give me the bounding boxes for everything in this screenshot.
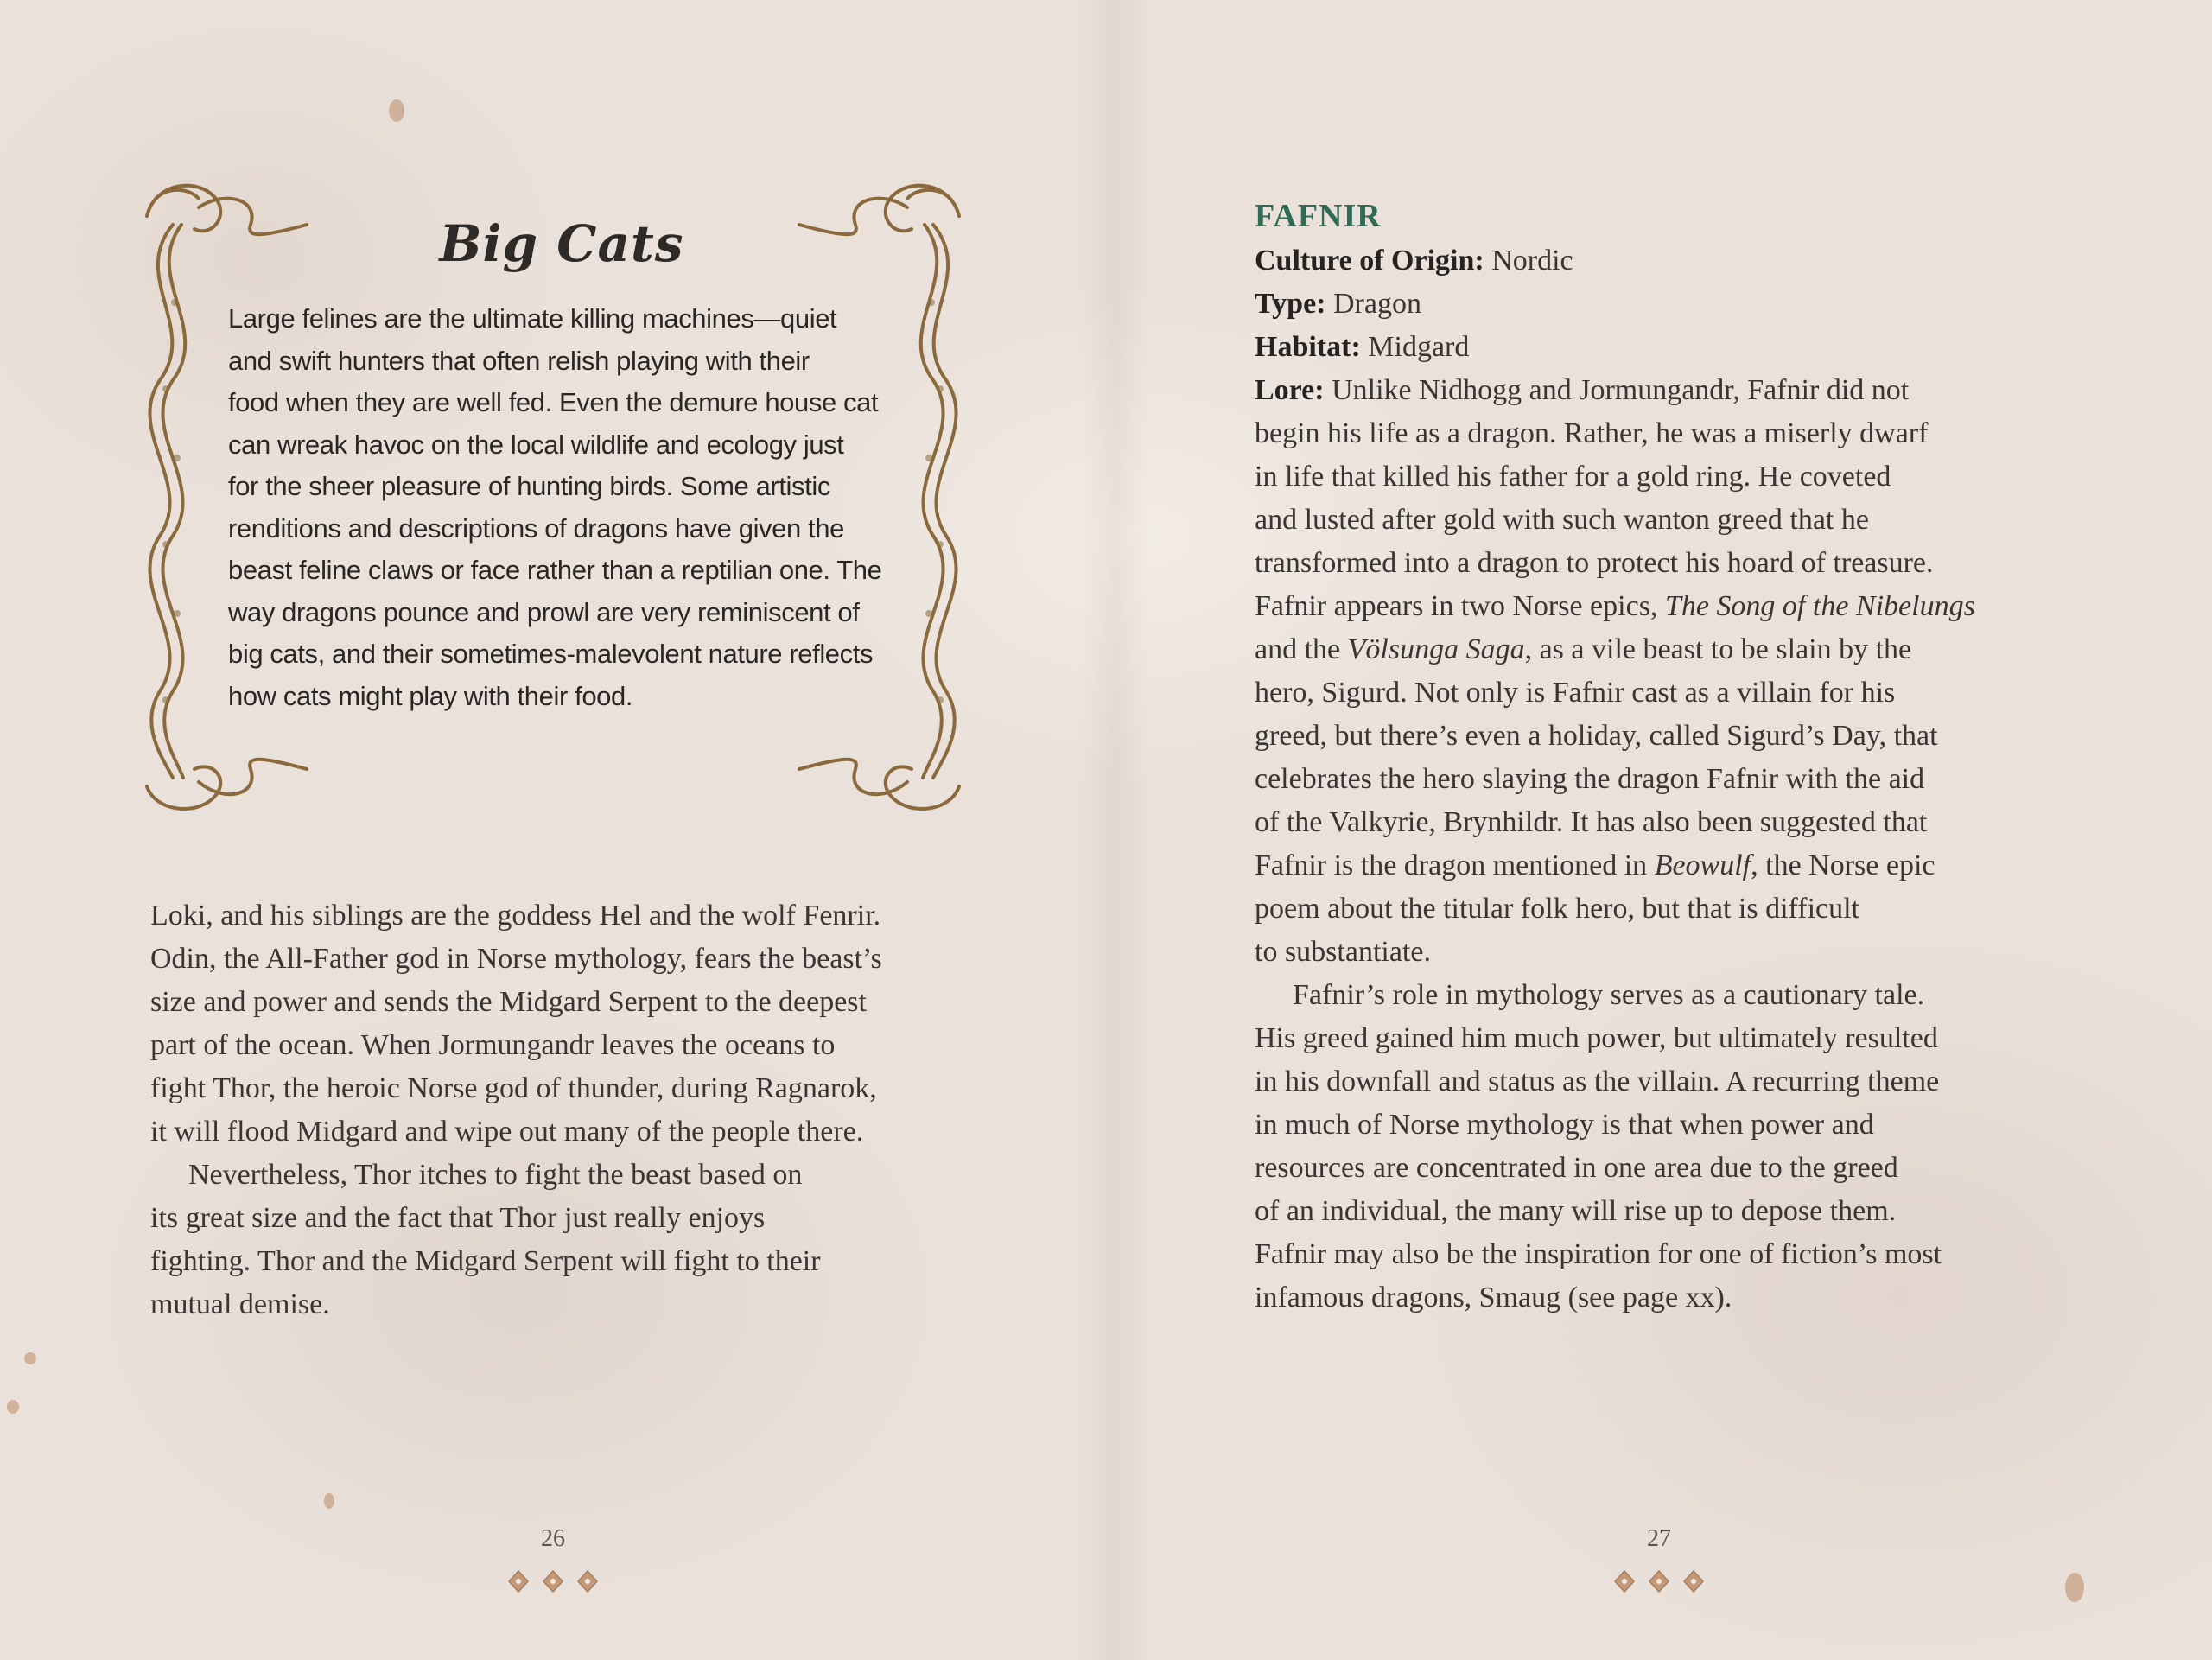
text-line: and lusted after gold with such wanton greed that he [1255, 504, 1869, 536]
diamond-ornament-icon [1607, 1568, 1711, 1594]
book-title: Beowulf [1654, 849, 1751, 881]
sidebar-line: can wreak havoc on the local wildlife and ecology just [228, 429, 844, 460]
text-line: transformed into a dragon to protect his hoard of treasure. [1255, 547, 1934, 579]
text-line: Loki, and his siblings are the goddess Hel and the wolf Fenrir. [150, 900, 881, 932]
body-paragraph [150, 894, 971, 1154]
sidebar-line: for the sheer pleasure of hunting birds. Some artistic [228, 471, 830, 501]
paper-stain [389, 99, 404, 122]
text-line: fighting. Thor and the Midgard Serpent will fight to their [150, 1245, 821, 1277]
sidebar-line: food when they are well fed. Even the demure house cat [228, 387, 879, 417]
text-line [1255, 585, 2058, 628]
text-line: greed, but there’s even a holiday, called Sigurd’s Day, that [1255, 720, 1938, 752]
lore-label: Lore: [1255, 374, 1325, 406]
page-number: 26 [541, 1525, 565, 1552]
text-line: part of the ocean. When Jormungandr leaves the oceans to [150, 1029, 836, 1061]
text-line: Fafnir’s role in mythology serves as a cautionary tale. [1293, 979, 1925, 1011]
book-title: Völsunga Saga [1347, 633, 1525, 665]
sidebar-line: way dragons pounce and prowl are very reminiscent of [228, 596, 860, 627]
text-line: infamous dragons, Smaug (see page xx). [1255, 1282, 1732, 1313]
paper-stain [2065, 1573, 2084, 1602]
right-page-body [1255, 194, 2058, 1320]
habitat-value: Midgard [1360, 331, 1470, 363]
lore-text: Unlike Nidhogg and Jormungandr, Fafnir did not [1324, 374, 1910, 406]
text-line [1255, 844, 2058, 887]
body-paragraph [1255, 974, 2058, 1320]
text-line: hero, Sigurd. Not only is Fafnir cast as a villain for his [1255, 677, 1896, 709]
text-line: in his downfall and status as the villain. A recurring theme [1255, 1065, 1940, 1097]
sidebar-line: big cats, and their sometimes-malevolent nature reflects [228, 639, 874, 669]
text-line: begin his life as a dragon. Rather, he was a miserly dwarf [1255, 417, 1929, 449]
type-value: Dragon [1325, 288, 1421, 320]
diamond-ornament-icon [501, 1568, 605, 1594]
sidebar-body [228, 298, 902, 717]
text-line: fight Thor, the heroic Norse god of thunder, during Ragnarok, [150, 1072, 877, 1104]
paper-stain [24, 1352, 36, 1364]
text-line: resources are concentrated in one area due to the greed [1255, 1152, 1898, 1184]
sidebar-line: renditions and descriptions of dragons have given the [228, 512, 844, 544]
book-gutter [1080, 0, 1149, 1660]
text-line: Odin, the All-Father god in Norse mythology, fears the beast’s [150, 943, 882, 975]
lore-text: , as a vile beast to be slain by the [1524, 633, 1912, 665]
text-line: poem about the titular folk hero, but that is difficult [1255, 893, 1860, 925]
text-line: of an individual, the many will rise up to depose them. [1255, 1195, 1897, 1227]
sidebar-line: Large felines are the ultimate killing machines—quiet [228, 303, 837, 334]
lore-text: , the Norse epic [1751, 849, 1936, 881]
page-number: 27 [1647, 1525, 1671, 1552]
habitat-label: Habitat: [1255, 331, 1361, 363]
lore-text: Fafnir appears in two Norse epics, [1255, 590, 1665, 622]
culture-label: Culture of Origin: [1255, 245, 1484, 277]
culture-value: Nordic [1484, 245, 1573, 277]
text-line: to substantiate. [1255, 936, 1431, 968]
text-line: mutual demise. [150, 1288, 330, 1320]
paper-stain [7, 1400, 19, 1414]
text-line: in life that killed his father for a gold ring. He coveted [1255, 461, 1891, 493]
sidebar-line: and swift hunters that often relish playing with their [228, 345, 810, 376]
text-line: size and power and sends the Midgard Serpent to the deepest [150, 986, 867, 1018]
text-line: Fafnir may also be the inspiration for one of fiction’s most [1255, 1238, 1942, 1270]
text-line: His greed gained him much power, but ultimately resulted [1255, 1022, 1938, 1054]
text-line [1255, 369, 2058, 412]
sidebar-line: beast feline claws or face rather than a reptilian one. The [228, 555, 882, 585]
lore-paragraph [1255, 369, 2058, 974]
paper-stain [324, 1493, 334, 1509]
text-line: it will flood Midgard and wipe out many of the people there. [150, 1116, 864, 1148]
left-page-body [150, 894, 971, 1326]
text-line: its great size and the fact that Thor just really enjoys [150, 1202, 766, 1234]
book-title: The Song of the Nibelungs [1664, 590, 1975, 622]
type-field [1255, 283, 2058, 326]
text-line: of the Valkyrie, Brynhildr. It has also been suggested that [1255, 806, 1928, 838]
type-label: Type: [1255, 288, 1326, 320]
text-line: in much of Norse mythology is that when power and [1255, 1109, 1874, 1141]
lore-text: and the [1255, 633, 1348, 665]
text-line: Nevertheless, Thor itches to fight the beast based on [188, 1159, 803, 1191]
sidebar-title: Big Cats [439, 214, 684, 273]
body-paragraph [150, 1154, 971, 1326]
text-line: celebrates the hero slaying the dragon Fafnir with the aid [1255, 763, 1925, 795]
habitat-field [1255, 326, 2058, 369]
sidebar-line: how cats might play with their food. [228, 680, 633, 711]
entry-heading: FAFNIR [1255, 198, 1382, 234]
culture-field [1255, 239, 2058, 283]
lore-text: Fafnir is the dragon mentioned in [1255, 849, 1655, 881]
text-line [1255, 628, 2058, 671]
